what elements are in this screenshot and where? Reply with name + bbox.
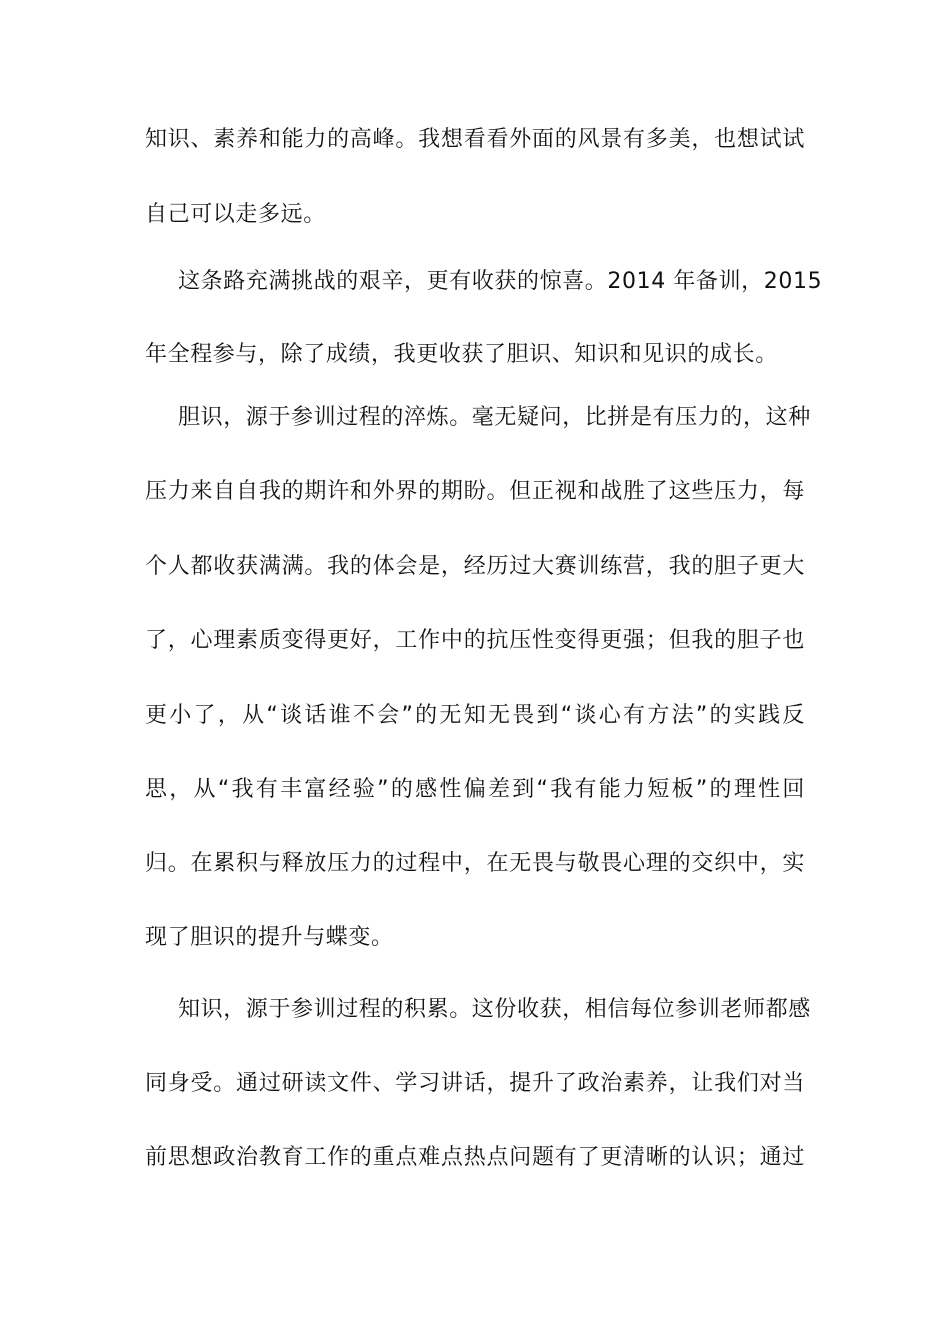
text-line: 了，心理素质变得更好，工作中的抗压性变得更强；但我的胆子也 — [145, 628, 805, 653]
text-line: 年全程参与，除了成绩，我更收获了胆识、知识和见识的成长。 — [145, 342, 778, 367]
text-line: 思，从“我有丰富经验”的感性偏差到“我有能力短板”的理性回 — [145, 777, 805, 802]
text-line: 归。在累积与释放压力的过程中，在无畏与敬畏心理的交织中，实 — [145, 851, 805, 876]
text-line: 知识、素养和能力的高峰。我想看看外面的风景有多美，也想试试 — [145, 127, 805, 152]
paragraph-first-line: 知识，源于参训过程的积累。这份收获，相信每位参训老师都感 — [178, 997, 811, 1022]
text-line: 个人都收获满满。我的体会是，经历过大赛训练营，我的胆子更大 — [145, 554, 805, 579]
text-line: 同身受。通过研读文件、学习讲话，提升了政治素养，让我们对当 — [145, 1071, 805, 1096]
text-line: 自己可以走多远。 — [145, 202, 326, 227]
text-line: 现了胆识的提升与蝶变。 — [145, 925, 394, 950]
text-line: 压力来自自我的期许和外界的期盼。但正视和战胜了这些压力，每 — [145, 479, 805, 504]
text-line: 更小了，从“谈话谁不会”的无知无畏到“谈心有方法”的实践反 — [145, 703, 805, 728]
text-line: 前思想政治教育工作的重点难点热点问题有了更清晰的认识；通过 — [145, 1145, 805, 1170]
paragraph-first-line: 胆识，源于参训过程的淬炼。毫无疑问，比拼是有压力的，这种 — [178, 405, 811, 430]
paragraph-first-line: 这条路充满挑战的艰辛，更有收获的惊喜。2014 年备训，2015 — [178, 269, 823, 294]
